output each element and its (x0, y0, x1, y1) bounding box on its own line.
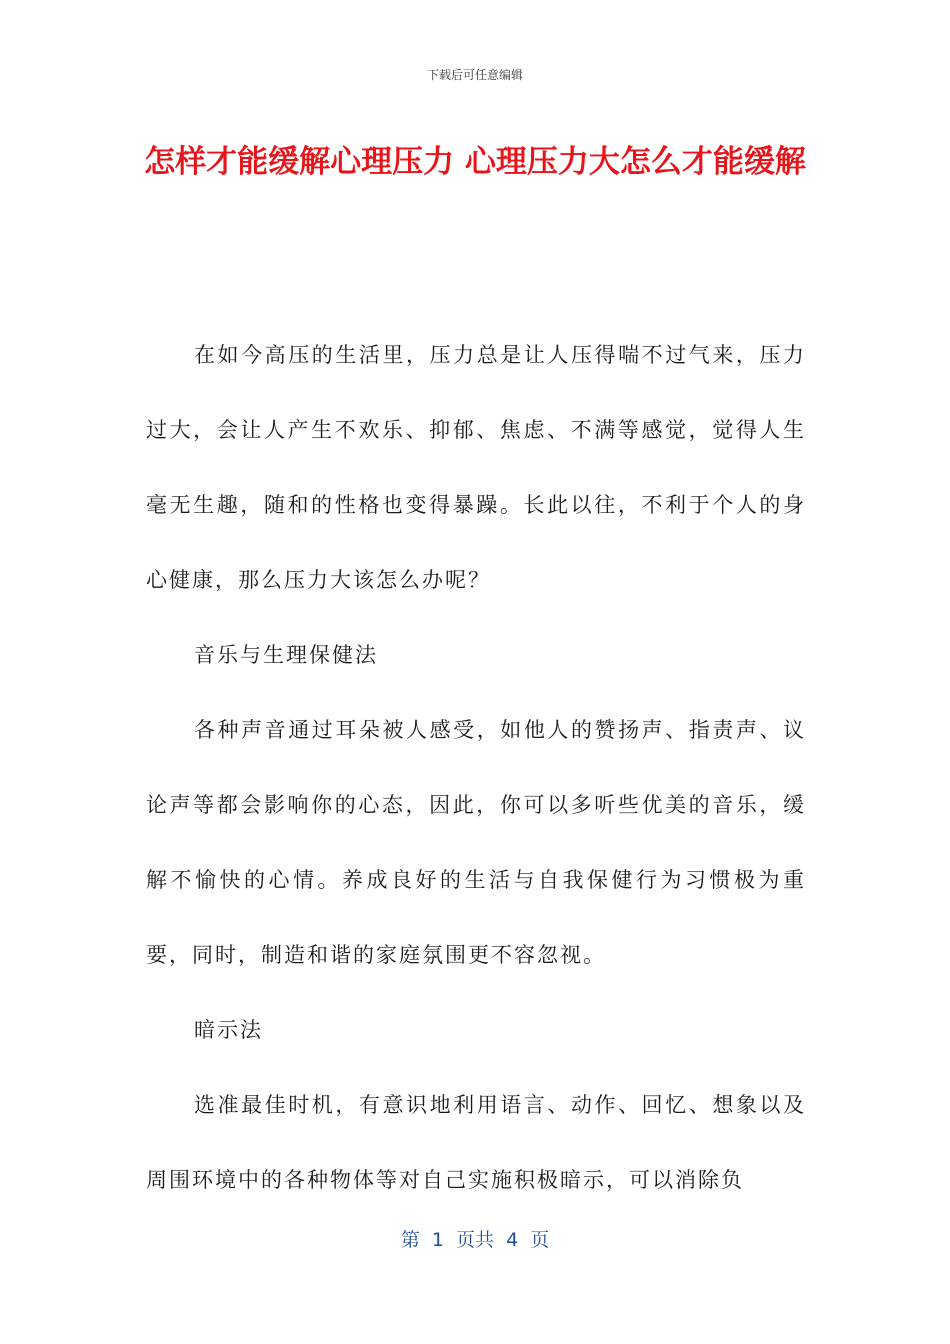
page-number-footer: 第 1 页共 4 页 (400, 1229, 550, 1251)
header-note: 下载后可任意编辑 (426, 68, 523, 82)
section-heading-music: 音乐与生理保健法 (194, 643, 378, 667)
paragraph-music: 各种声音通过耳朵被人感受，如他人的赞扬声、指责声、议论声等都会影响你的心态，因此，你可以多听些优美的音乐，缓解不愉快的心情。养成良好的生活与自我保健行为习惯极为重要，同时，制造和谐的家庭氛围更不容忽视。 (146, 718, 806, 967)
paragraph-intro: 在如今高压的生活里，压力总是让人压得喘不过气来，压力过大，会让人产生不欢乐、抑郁、焦虑、不满等感觉，觉得人生毫无生趣，随和的性格也变得暴躁。长此以往，不利于个人的身心健康，那么压力大该怎么办呢？ (146, 343, 806, 592)
document-body (146, 318, 806, 1218)
document-title: 怎样才能缓解心理压力 心理压力大怎么才能缓解 (144, 144, 806, 180)
section-heading-suggestion: 暗示法 (194, 1018, 263, 1042)
paragraph-suggestion: 选准最佳时机，有意识地利用语言、动作、回忆、想象以及周围环境中的各种物体等对自己实施积极暗示，可以消除负 (146, 1093, 806, 1192)
